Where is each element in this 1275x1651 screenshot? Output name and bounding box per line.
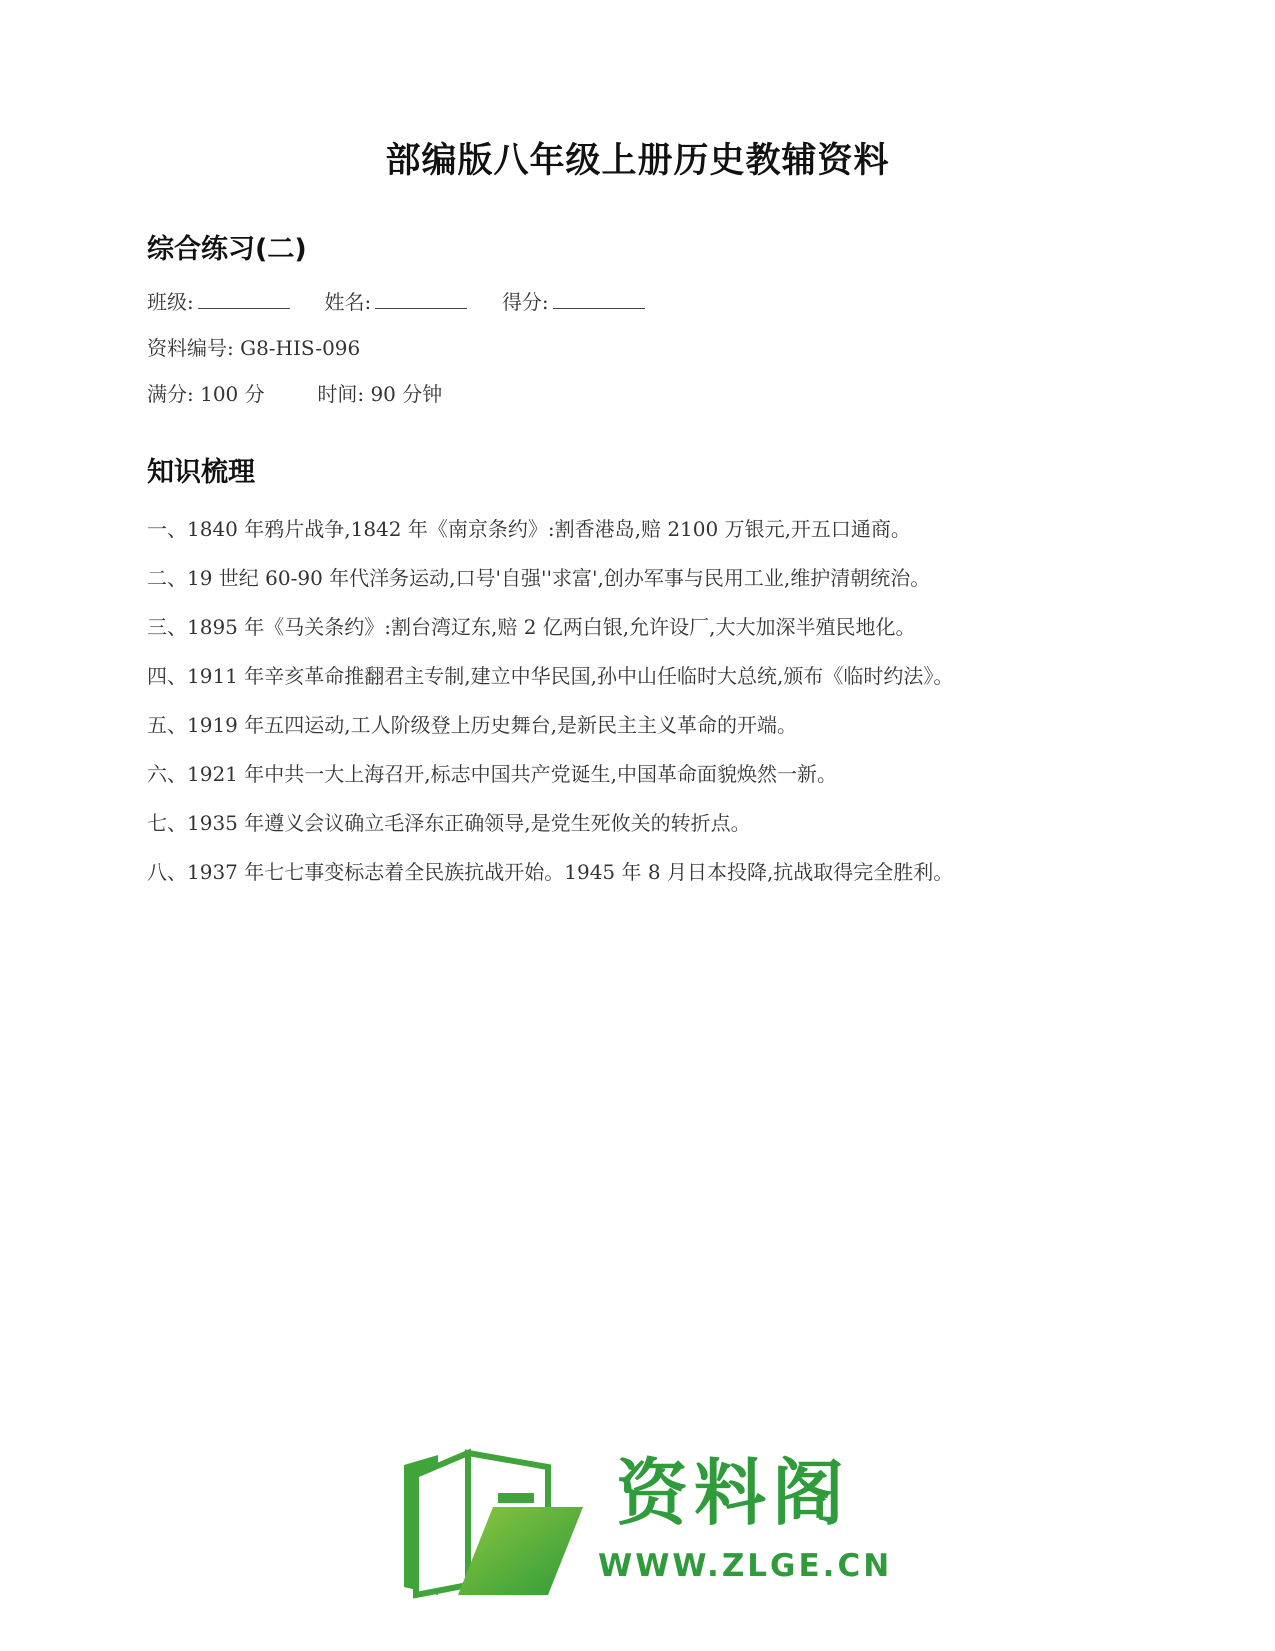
name-label: 姓名: bbox=[324, 290, 372, 314]
page-title: 部编版八年级上册历史教辅资料 bbox=[385, 141, 890, 181]
exam-meta-row bbox=[147, 378, 442, 407]
student-info-row bbox=[147, 286, 645, 315]
exercise-subtitle: 综合练习(二) bbox=[147, 234, 307, 265]
class-label: 班级: bbox=[147, 290, 194, 314]
list-item: 五、1919 年五四运动,工人阶级登上历史舞台,是新民主主义革命的开端。 bbox=[147, 713, 797, 737]
list-item: 二、19 世纪 60-90 年代洋务运动,口号'自强''求富',创办军事与民用工业,维护清朝统治。 bbox=[147, 566, 931, 590]
exam-time: 时间: 90 分钟 bbox=[317, 382, 443, 406]
score-label: 得分: bbox=[501, 290, 549, 314]
brand-logo bbox=[398, 1445, 893, 1605]
material-code: 资料编号: G8-HIS-096 bbox=[147, 336, 361, 360]
full-score: 满分: 100 分 bbox=[147, 382, 265, 406]
list-item: 三、1895 年《马关条约》:割台湾辽东,赔 2 亿两白银,允许设厂,大大加深半殖民地化。 bbox=[147, 615, 916, 639]
open-book-icon bbox=[398, 1445, 598, 1605]
list-item: 七、1935 年遵义会议确立毛泽东正确领导,是党生死攸关的转折点。 bbox=[147, 811, 751, 835]
knowledge-points-list bbox=[147, 518, 1147, 910]
class-blank[interactable] bbox=[198, 307, 290, 309]
list-item: 一、1840 年鸦片战争,1842 年《南京条约》:割香港岛,赔 2100 万银元,开五口通商。 bbox=[147, 517, 911, 541]
name-blank[interactable] bbox=[375, 307, 467, 309]
list-item: 四、1911 年辛亥革命推翻君主专制,建立中华民国,孙中山任临时大总统,颁布《临时约法》。 bbox=[147, 664, 954, 688]
brand-name: 资料阁 bbox=[616, 1451, 851, 1535]
list-item: 六、1921 年中共一大上海召开,标志中国共产党诞生,中国革命面貌焕然一新。 bbox=[147, 762, 837, 786]
brand-url[interactable]: WWW.ZLGE.CN bbox=[598, 1548, 893, 1584]
list-item: 八、1937 年七七事变标志着全民族抗战开始。1945 年 8 月日本投降,抗战取得完全胜利。 bbox=[147, 860, 954, 884]
section-title: 知识梳理 bbox=[147, 457, 255, 488]
score-blank[interactable] bbox=[553, 307, 645, 309]
